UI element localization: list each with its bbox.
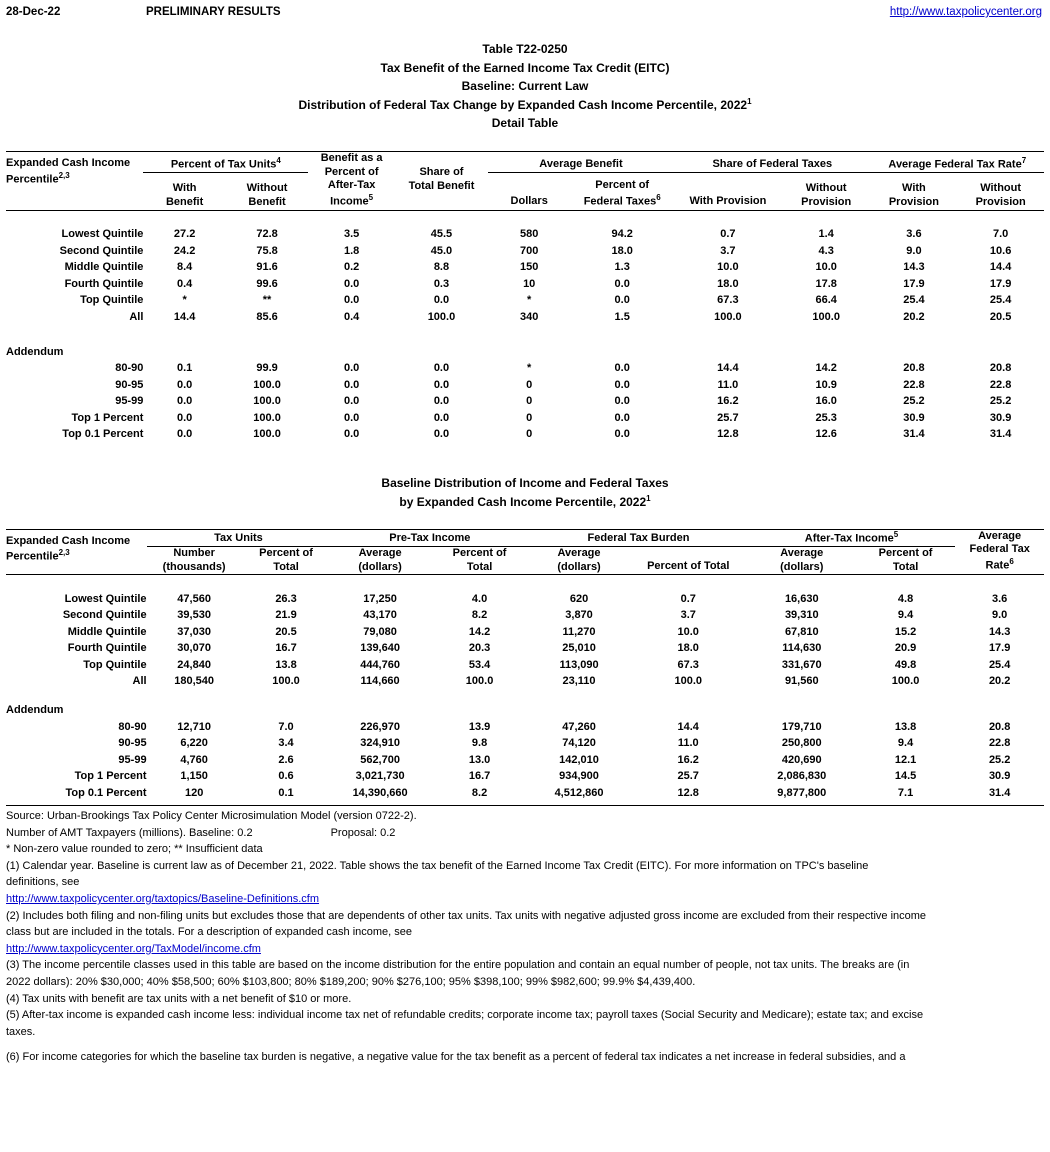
table2-group-fed-tax-burden: Federal Tax Burden <box>529 530 747 547</box>
note-2: (2) Includes both filing and non-filing units but excludes those that are dependents of other tax units. Tax units with negative adjusted gross income are excluded from their respective income <box>6 909 927 922</box>
table-row: Top Quintile * ** 0.0 0.0 * 0.0 67.3 66.4 25.4 25.4 <box>6 290 1044 307</box>
table1-group-header-row <box>6 152 1044 172</box>
table2-sub-avg-aftertax: Average (dollars) <box>780 546 824 573</box>
table1-addendum-header <box>6 341 1044 358</box>
note-5b: taxes. <box>6 1025 36 1038</box>
row-label: 95-99 <box>118 753 147 766</box>
table-row: All 14.4 85.6 0.4 100.0 340 1.5 100.0 100.0 20.2 20.5 <box>6 306 1044 323</box>
note-amt-proposal: Proposal: 0.2 <box>330 826 396 839</box>
table-row: 80-90 0.1 99.9 0.0 0.0 * 0.0 14.4 14.2 20.8 20.8 <box>6 358 1044 375</box>
addendum-label: Addendum <box>6 704 64 717</box>
row-label: All <box>132 675 147 688</box>
table2-stub-footnote: 2,3 <box>58 548 70 558</box>
table-subtitle <box>0 96 1050 115</box>
table1-group-share-fed-taxes: Share of Federal Taxes <box>674 152 871 172</box>
table-row: Top 0.1 Percent 120 0.1 14,390,660 8.2 4,512,860 12.8 9,877,800 7.1 31.4 <box>6 782 1044 799</box>
note-3: (3) The income percentile classes used in this table are based on the income distribution for the entire population and contain an equal number of people, not tax units. The breaks are (in <box>6 959 910 972</box>
row-label: 95-99 <box>115 395 144 408</box>
table-row: 80-90 12,710 7.0 226,970 13.9 47,260 14.4 179,710 13.8 20.8 <box>6 716 1044 733</box>
row-label: Lowest Quintile <box>64 592 147 605</box>
row-label: Middle Quintile <box>67 625 147 638</box>
row-label: 90-95 <box>118 737 147 750</box>
table-row: Top 0.1 Percent 0.0 100.0 0.0 0.0 0 0.0 12.8 12.6 31.4 31.4 <box>6 424 1044 441</box>
table2-addendum-header <box>6 699 1044 716</box>
row-label: Top 1 Percent <box>71 411 144 424</box>
table2-group-header-row <box>6 530 1044 547</box>
header-url-link[interactable]: http://www.taxpolicycenter.org <box>889 6 1042 18</box>
title-block <box>0 40 1050 133</box>
table2-title-line1: Baseline Distribution of Income and Federal Taxes <box>381 476 669 491</box>
page-header <box>0 0 1050 18</box>
table-subtitle-text: Distribution of Federal Tax Change by Expanded Cash Income Percentile, 2022 <box>298 97 748 112</box>
table-row: Lowest Quintile 47,560 26.3 17,250 4.0 620 0.7 16,630 4.8 3.6 <box>6 588 1044 605</box>
addendum-label: Addendum <box>6 345 64 358</box>
table-row: 90-95 6,220 3.4 324,910 9.8 74,120 11.0 250,800 9.4 22.8 <box>6 733 1044 750</box>
table1-addendum-gap <box>6 323 1044 341</box>
table2-stub-line1: Expanded Cash Income <box>6 534 131 547</box>
table-row: Middle Quintile 37,030 20.5 79,080 14.2 11,270 10.0 67,810 15.2 14.3 <box>6 621 1044 638</box>
table1-group-avg-benefit: Average Benefit <box>488 152 674 172</box>
row-label: Top 0.1 Percent <box>65 786 147 799</box>
table1-sub-without-provision: Without Provision <box>801 182 852 208</box>
table-detail-label: Detail Table <box>491 116 559 131</box>
table1-sub-without-benefit: Without Benefit <box>246 182 288 208</box>
table1-spacer <box>6 210 1044 224</box>
row-label: Second Quintile <box>62 609 147 622</box>
table-title: Tax Benefit of the Earned Income Tax Credit (EITC) <box>380 60 670 75</box>
table-row: Second Quintile 39,530 21.9 43,170 8.2 3,870 3.7 39,310 9.4 9.0 <box>6 605 1044 622</box>
row-label: 80-90 <box>118 720 147 733</box>
note-source: Source: Urban-Brookings Tax Policy Center Microsimulation Model (version 0722-2). <box>6 809 417 822</box>
income-definition-link[interactable]: http://www.taxpolicycenter.org/TaxModel/income.cfm <box>6 942 261 955</box>
table1-group-benefit-pct: Benefit as a Percent of After-Tax Income$^5$ <box>320 151 383 208</box>
table1-stub-line1: Expanded Cash Income <box>6 156 131 169</box>
table2-title-footnote: 1 <box>646 494 651 504</box>
table2-sub-pct-total-aftertax: Percent of Total <box>878 546 933 573</box>
note-3b: 2022 dollars): 20% $30,000; 40% $58,500; 60% $103,800; 80% $189,200; 90% $276,100; 95% $398,100; 99% $982,600; 99.9% $4,439,400. <box>6 976 696 988</box>
table2-sub-avg-pretax: Average (dollars) <box>358 546 402 573</box>
row-label: Lowest Quintile <box>61 228 144 241</box>
table1-sub-rate-without: Without Provision <box>975 182 1026 208</box>
baseline-table-2 <box>6 529 1044 799</box>
table1-group-pct-tax-units: Percent of Tax Units$^4$ <box>143 152 308 172</box>
table1-sub-with-benefit: With Benefit <box>165 182 204 208</box>
table-row: Top Quintile 24,840 13.8 444,760 53.4 113,090 67.3 331,670 49.8 25.4 <box>6 654 1044 671</box>
table2-spacer <box>6 575 1044 589</box>
table2-group-pretax-income: Pre-Tax Income <box>330 530 529 547</box>
note-5: (5) After-tax income is expanded cash income less: individual income tax net of refundable credits; corporate income tax; payroll taxes (Social Security and Medicare); estate tax; and excise <box>6 1009 924 1022</box>
table2-title <box>0 474 1050 512</box>
table1-stub-footnote: 2,3 <box>58 170 70 180</box>
note-star: * Non-zero value rounded to zero; ** Insufficient data <box>6 843 263 856</box>
table2-sub-pct-of-total-burden: Percent of Total <box>647 559 730 572</box>
row-label: Top Quintile <box>80 294 144 307</box>
table1-group-share-total: Share of Total Benefit <box>408 165 475 192</box>
table-subtitle-footnote: 1 <box>747 96 752 106</box>
table-row: 90-95 0.0 100.0 0.0 0.0 0 0.0 11.0 10.9 22.8 22.8 <box>6 374 1044 391</box>
table-number: Table T22-0250 <box>482 42 568 56</box>
table2-stub-line2: Percentile <box>6 550 59 563</box>
row-label: Top Quintile <box>83 658 147 671</box>
footnotes <box>6 806 1044 1066</box>
table1-subheader-row <box>6 172 1044 209</box>
table-row: Middle Quintile 8.4 91.6 0.2 8.8 150 1.3 10.0 10.0 14.3 14.4 <box>6 257 1044 274</box>
table-row: All 180,540 100.0 114,660 100.0 23,110 100.0 91,560 100.0 20.2 <box>6 671 1044 688</box>
row-label: Fourth Quintile <box>64 277 144 290</box>
row-label: 90-95 <box>115 378 144 391</box>
table2-sub-number: Number (thousands) <box>162 546 226 573</box>
table-baseline: Baseline: Current Law <box>461 79 589 94</box>
row-label: Middle Quintile <box>64 261 144 274</box>
table-row: Fourth Quintile 30,070 16.7 139,640 20.3 25,010 18.0 114,630 20.9 17.9 <box>6 638 1044 655</box>
table2-title-line2: by Expanded Cash Income Percentile, 2022 <box>399 495 647 510</box>
table-row: Second Quintile 24.2 75.8 1.8 45.0 700 18.0 3.7 4.3 9.0 10.6 <box>6 240 1044 257</box>
table1-sub-with-provision: With Provision <box>689 194 767 207</box>
header-status: PRELIMINARY RESULTS <box>146 6 281 18</box>
table2-sub-pct-total-pretax: Percent of Total <box>452 546 507 573</box>
table2-addendum-gap <box>6 687 1044 699</box>
table-row: Top 1 Percent 1,150 0.6 3,021,730 16.7 934,900 25.7 2,086,830 14.5 30.9 <box>6 766 1044 783</box>
table1-sub-pct-fed-taxes: Percent of Federal Taxes$^6$ <box>583 179 661 208</box>
detail-table-1 <box>6 151 1044 440</box>
table-row: Top 1 Percent 0.0 100.0 0.0 0.0 0 0.0 25.7 25.3 30.9 30.9 <box>6 407 1044 424</box>
row-label: Top 0.1 Percent <box>62 428 144 441</box>
note-amt-baseline: Number of AMT Taxpayers (millions). Baseline: 0.2 <box>6 826 253 839</box>
table-row: Fourth Quintile 0.4 99.6 0.0 0.3 10 0.0 18.0 17.8 17.9 17.9 <box>6 273 1044 290</box>
row-label: Top 1 Percent <box>74 770 147 783</box>
note-1b: definitions, see <box>6 876 80 889</box>
table2-group-after-tax-income: After-Tax Income$^5$ <box>748 530 956 547</box>
note-2b: class but are included in the totals. For a description of expanded cash income, see <box>6 926 413 939</box>
table2-sub-pct-total-units: Percent of Total <box>259 546 313 573</box>
table1-group-avg-fed-rate: Average Federal Tax Rate$^7$ <box>871 152 1044 172</box>
table1-stub-line2: Percentile <box>6 173 59 186</box>
note-amt <box>6 826 1044 842</box>
row-label: Fourth Quintile <box>67 642 147 655</box>
note-1: (1) Calendar year. Baseline is current law as of December 21, 2022. Table shows the tax benefit of the Earned Income Tax Credit (EITC). For more information on TPC's baseline <box>6 859 869 872</box>
table2-group-tax-units: Tax Units <box>147 530 331 547</box>
table-row: 95-99 4,760 2.6 562,700 13.0 142,010 16.2 420,690 12.1 25.2 <box>6 749 1044 766</box>
header-date: 28-Dec-22 <box>6 6 61 18</box>
table-row: Lowest Quintile 27.2 72.8 3.5 45.5 580 94.2 0.7 1.4 3.6 7.0 <box>6 224 1044 241</box>
row-label: Second Quintile <box>59 244 144 257</box>
table2-group-avg-fed-rate: Average Federal Tax Rate$^6$ <box>969 529 1030 572</box>
table1-sub-rate-with: With Provision <box>888 182 939 208</box>
row-label: All <box>129 310 144 323</box>
table2-subheader-row <box>6 546 1044 574</box>
table1-sub-dollars: Dollars <box>510 194 548 207</box>
table-row: 95-99 0.0 100.0 0.0 0.0 0 0.0 16.2 16.0 25.2 25.2 <box>6 391 1044 408</box>
note-6: (6) For income categories for which the baseline tax burden is negative, a negative value for the tax benefit as a percent of federal tax indicates a net increase in federal subsidies, and a <box>6 1051 906 1064</box>
table2-sub-avg-burden: Average (dollars) <box>557 546 601 573</box>
note-4: (4) Tax units with benefit are tax units with a net benefit of $10 or more. <box>6 992 352 1005</box>
row-label: 80-90 <box>115 362 144 375</box>
baseline-definitions-link[interactable]: http://www.taxpolicycenter.org/taxtopics/Baseline-Definitions.cfm <box>6 892 320 905</box>
